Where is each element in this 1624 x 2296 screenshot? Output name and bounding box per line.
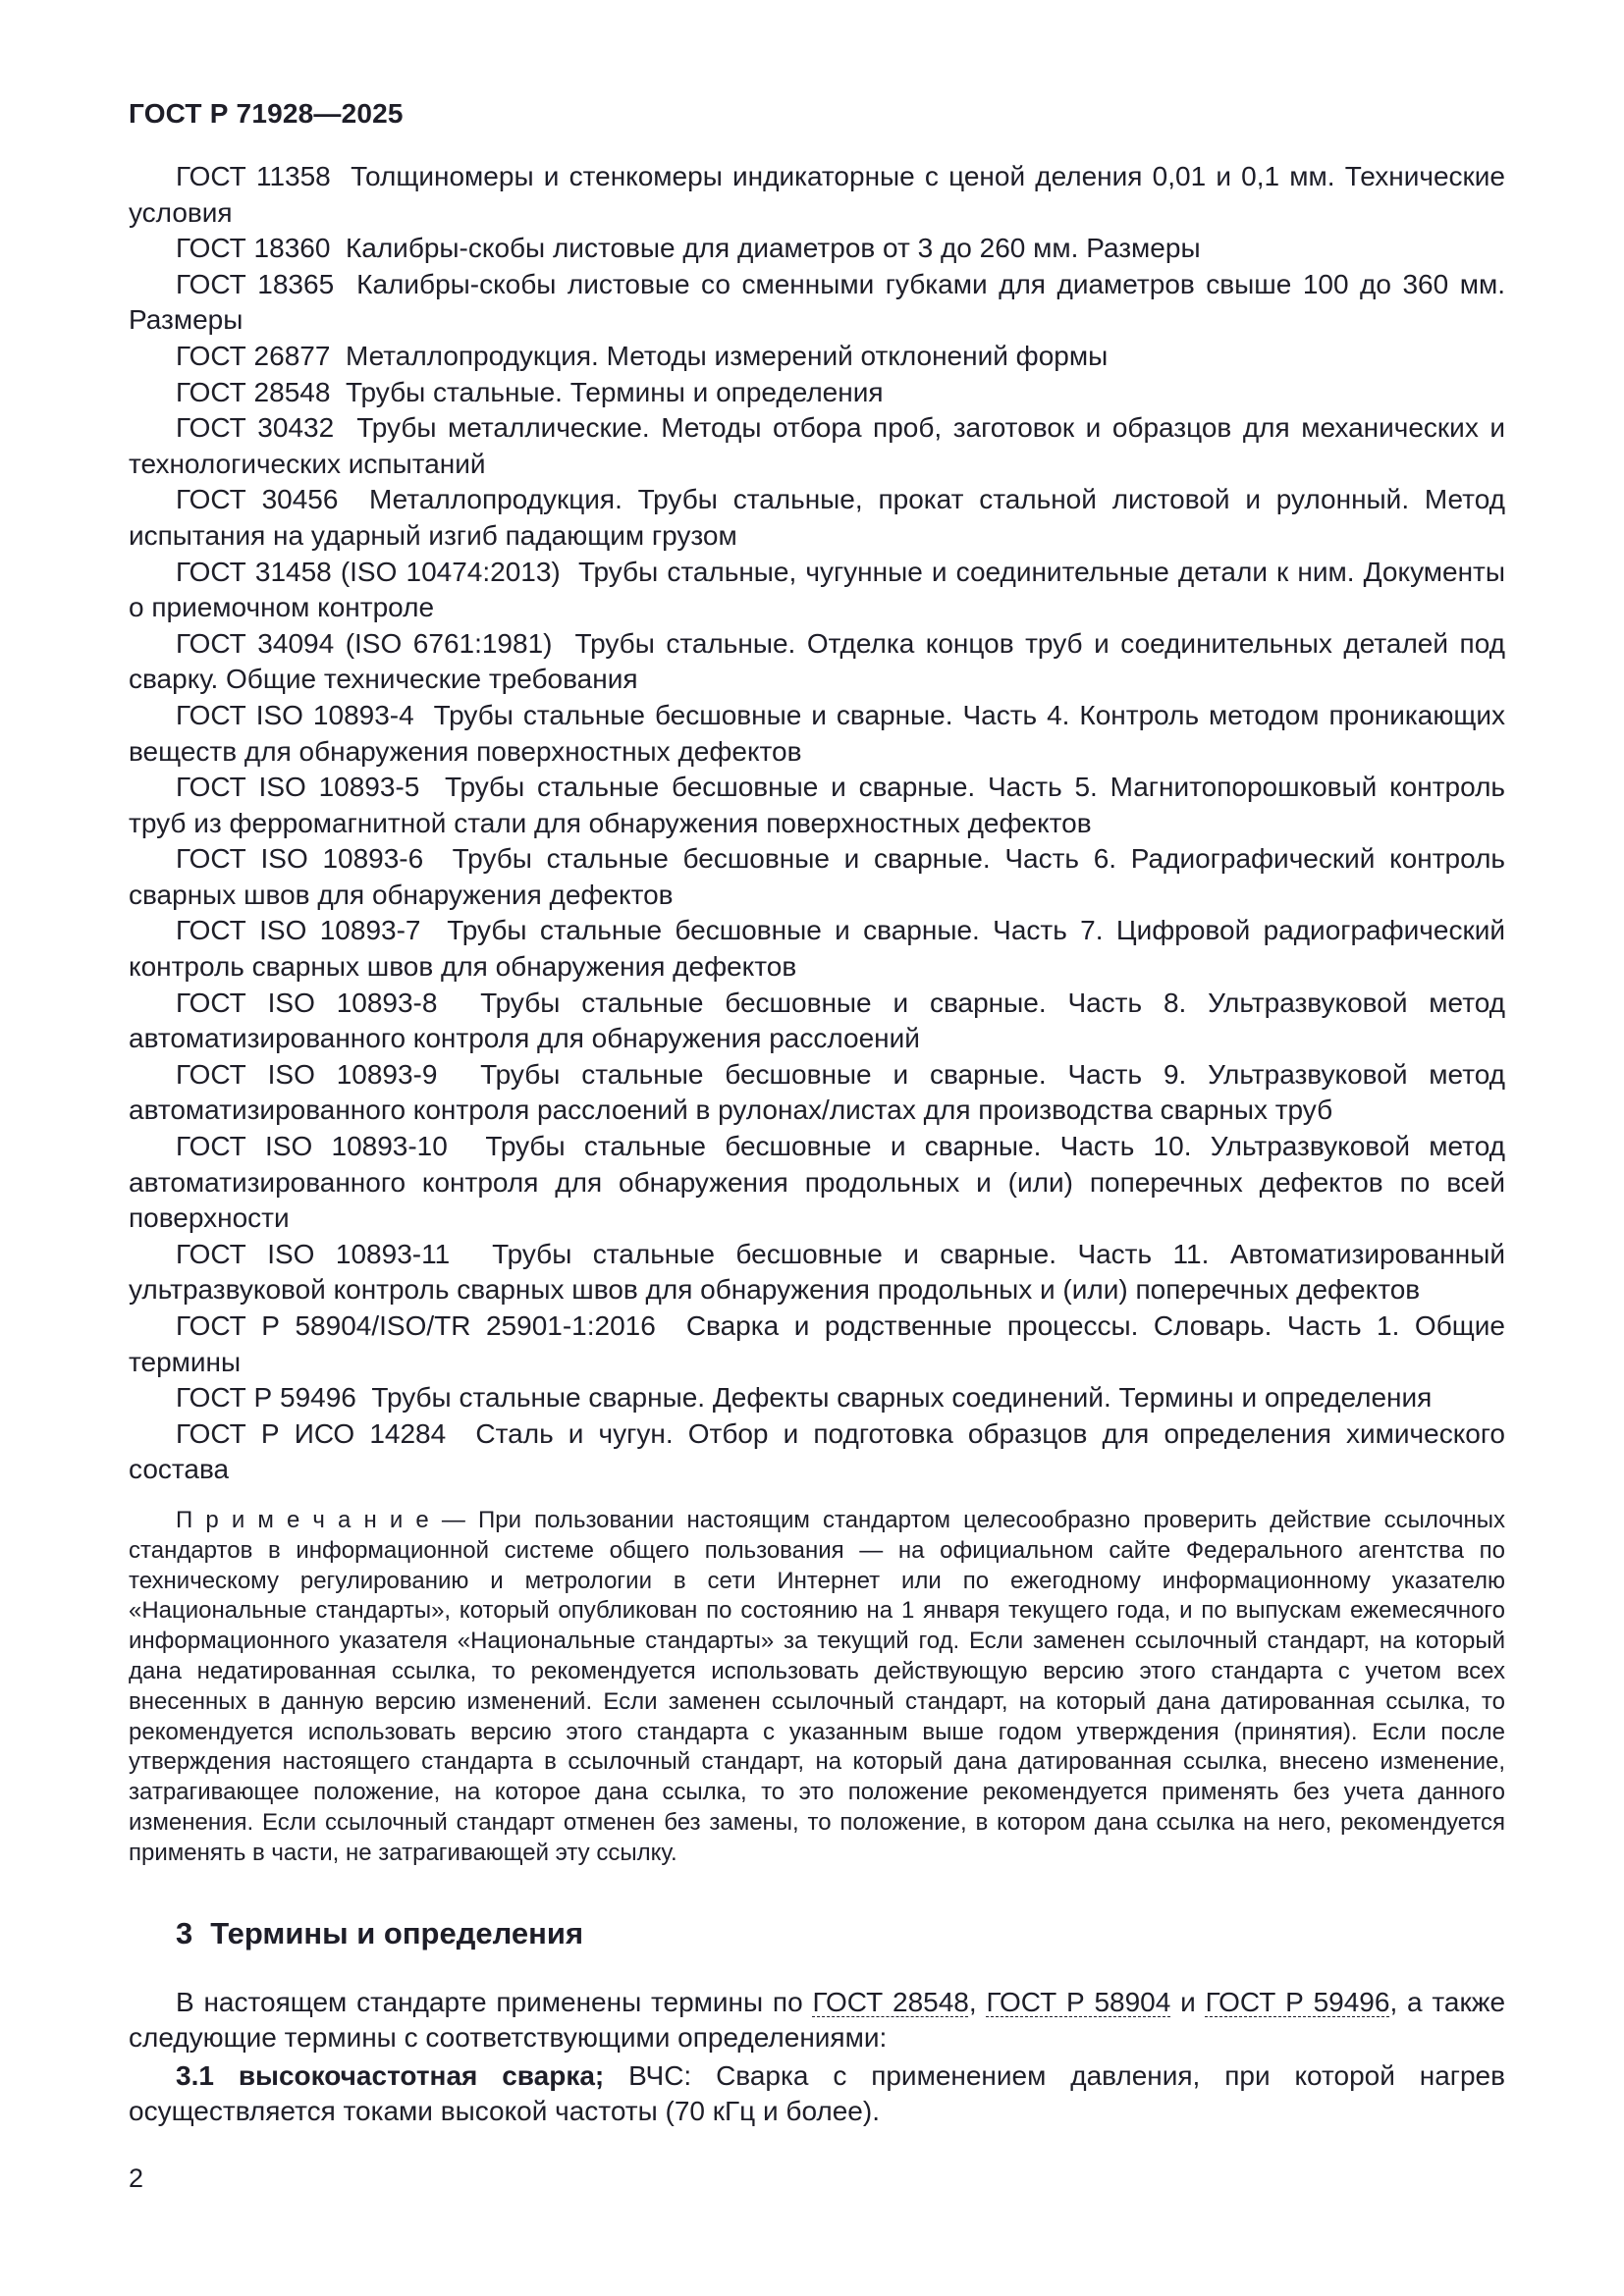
intro-text-3: и	[1170, 1986, 1206, 2017]
page-content	[129, 98, 1505, 2130]
intro-text-1: В настоящем стандарте применены термины по	[176, 1986, 813, 2017]
term-definition: ВЧС: Сварка с применением давления, при которой нагрев осуществляется токами высокой частоты (70 кГц и более).	[129, 2059, 1505, 2127]
reference-item: ГОСТ Р 58904/ISO/TR 25901-1:2016 Сварка и родственные процессы. Словарь. Часть 1. Общие термины	[129, 1310, 1505, 1377]
section-number: 3	[176, 1915, 193, 1950]
reference-item: ГОСТ ISO 10893-5 Трубы стальные бесшовные и сварные. Часть 5. Магнитопорошковый контроль труб из ферромагнитной стали для обнаружения поверхностных дефектов	[129, 772, 1505, 838]
intro-text-4: , а также следующие термины с соответствующими определениями:	[129, 1986, 1506, 2054]
reference-item: ГОСТ ISO 10893-6 Трубы стальные бесшовные и сварные. Часть 6. Радиографический контроль сварных швов для обнаружения дефектов	[129, 843, 1505, 910]
reference-item: ГОСТ ISO 10893-11 Трубы стальные бесшовные и сварные. Часть 11. Автоматизированный ультразвуковой контроль сварных швов для обнаружения продольных и (или) поперечных дефектов	[129, 1238, 1505, 1306]
reference-item: ГОСТ ISO 10893-9 Трубы стальные бесшовные и сварные. Часть 9. Ультразвуковой метод автоматизированного контроля расслоений в рулонах/листах для производства сварных труб	[129, 1058, 1505, 1126]
reference-item: ГОСТ 31458 (ISO 10474:2013) Трубы стальные, чугунные и соединительные детали к ним. Документы о приемочном контроле	[129, 556, 1505, 623]
reference-item: ГОСТ 30456 Металлопродукция. Трубы стальные, прокат стальной листовой и рулонный. Метод испытания на ударный изгиб падающим грузом	[129, 484, 1505, 551]
section-heading	[129, 1916, 1505, 1951]
note-text: При пользовании настоящим стандартом целесообразно проверить действие ссылочных стандартов в информационной системе общего пользования — на официальном сайте Федерального агентства по техническому регулированию и метрологии в сети Интернет или по ежегодному информационному указателю «Национальные стандарты», который опубликован по состоянию на 1 января текущего года, и по выпускам ежемесячного информационного указателя «Национальные стандарты» за текущий год. Если заменен ссылочный стандарт, на который дана недатированная ссылка, то рекомендуется использовать действующую версию этого стандарта с учетом всех внесенных в данную версию изменений. Если заменен ссылочный стандарт, на который дана датированная ссылка, то рекомендуется использовать версию этого стандарта с указанным выше годом утверждения (принятия). Если после утверждения настоящего стандарта в ссылочный стандарт, на который дана датированная ссылка, внесено изменение, затрагивающее положение, на которое дана ссылка, то это положение рекомендуется применять без учета данного изменения. Если ссылочный стандарт отменен без замены, то положение, в котором дана ссылка на него, рекомендуется применять в части, не затрагивающей эту ссылку.	[129, 1506, 1505, 1866]
terms-intro-paragraph	[129, 1985, 1505, 2056]
gost-r-59496-link[interactable]: ГОСТ Р 59496	[1205, 1986, 1390, 2017]
gost-r-58904-link[interactable]: ГОСТ Р 58904	[986, 1986, 1171, 2017]
reference-item: ГОСТ 26877 Металлопродукция. Методы измерений отклонений формы	[176, 340, 1109, 371]
gost-28548-link[interactable]: ГОСТ 28548	[812, 1986, 969, 2017]
reference-item: ГОСТ 28548 Трубы стальные. Термины и определения	[176, 376, 884, 407]
term-3-1-paragraph	[129, 2058, 1505, 2130]
note-paragraph	[129, 1506, 1505, 1869]
reference-item: ГОСТ 34094 (ISO 6761:1981) Трубы стальные. Отделка концов труб и соединительных деталей под сварку. Общие технические требования	[129, 627, 1505, 695]
terms-section	[129, 1985, 1505, 2130]
note-label: П р и м е ч а н и е —	[176, 1506, 478, 1533]
page-number: 2	[129, 2163, 144, 2193]
reference-item: ГОСТ Р ИСО 14284 Сталь и чугун. Отбор и подготовка образцов для определения химического состава	[129, 1417, 1505, 1485]
section-title: Термины и определения	[210, 1915, 584, 1950]
reference-item: ГОСТ ISO 10893-4 Трубы стальные бесшовные и сварные. Часть 4. Контроль методом проникающих веществ для обнаружения поверхностных дефектов	[129, 699, 1505, 767]
references-section	[129, 159, 1505, 1488]
reference-item: ГОСТ ISO 10893-8 Трубы стальные бесшовные и сварные. Часть 8. Ультразвуковой метод автоматизированного контроля для обнаружения расслоений	[129, 987, 1505, 1054]
reference-item: ГОСТ 18360 Калибры-скобы листовые для диаметров от 3 до 260 мм. Размеры	[176, 233, 1201, 264]
reference-item: ГОСТ Р 59496 Трубы стальные сварные. Дефекты сварных соединений. Термины и определения	[176, 1382, 1433, 1414]
document-header: ГОСТ Р 71928—2025	[129, 98, 404, 129]
reference-item: ГОСТ 18365 Калибры-скобы листовые со сменными губками для диаметров свыше 100 до 360 мм. Размеры	[129, 268, 1505, 336]
term-name: высокочастотная сварка;	[238, 2059, 605, 2091]
term-number: 3.1	[176, 2059, 239, 2091]
reference-item: ГОСТ ISO 10893-7 Трубы стальные бесшовные и сварные. Часть 7. Цифровой радиографический контроль сварных швов для обнаружения дефектов	[129, 915, 1505, 983]
reference-item: ГОСТ 30432 Трубы металлические. Методы отбора проб, заготовок и образцов для механических и технологических испытаний	[129, 412, 1505, 479]
reference-item: ГОСТ 11358 Толщиномеры и стенкомеры индикаторные с ценой деления 0,01 и 0,1 мм. Технические условия	[129, 161, 1505, 228]
reference-item: ГОСТ ISO 10893-10 Трубы стальные бесшовные и сварные. Часть 10. Ультразвуковой метод автоматизированного контроля для обнаружения продольных и (или) поперечных дефектов по всей поверхности	[129, 1131, 1505, 1234]
intro-text-2: ,	[968, 1986, 987, 2017]
